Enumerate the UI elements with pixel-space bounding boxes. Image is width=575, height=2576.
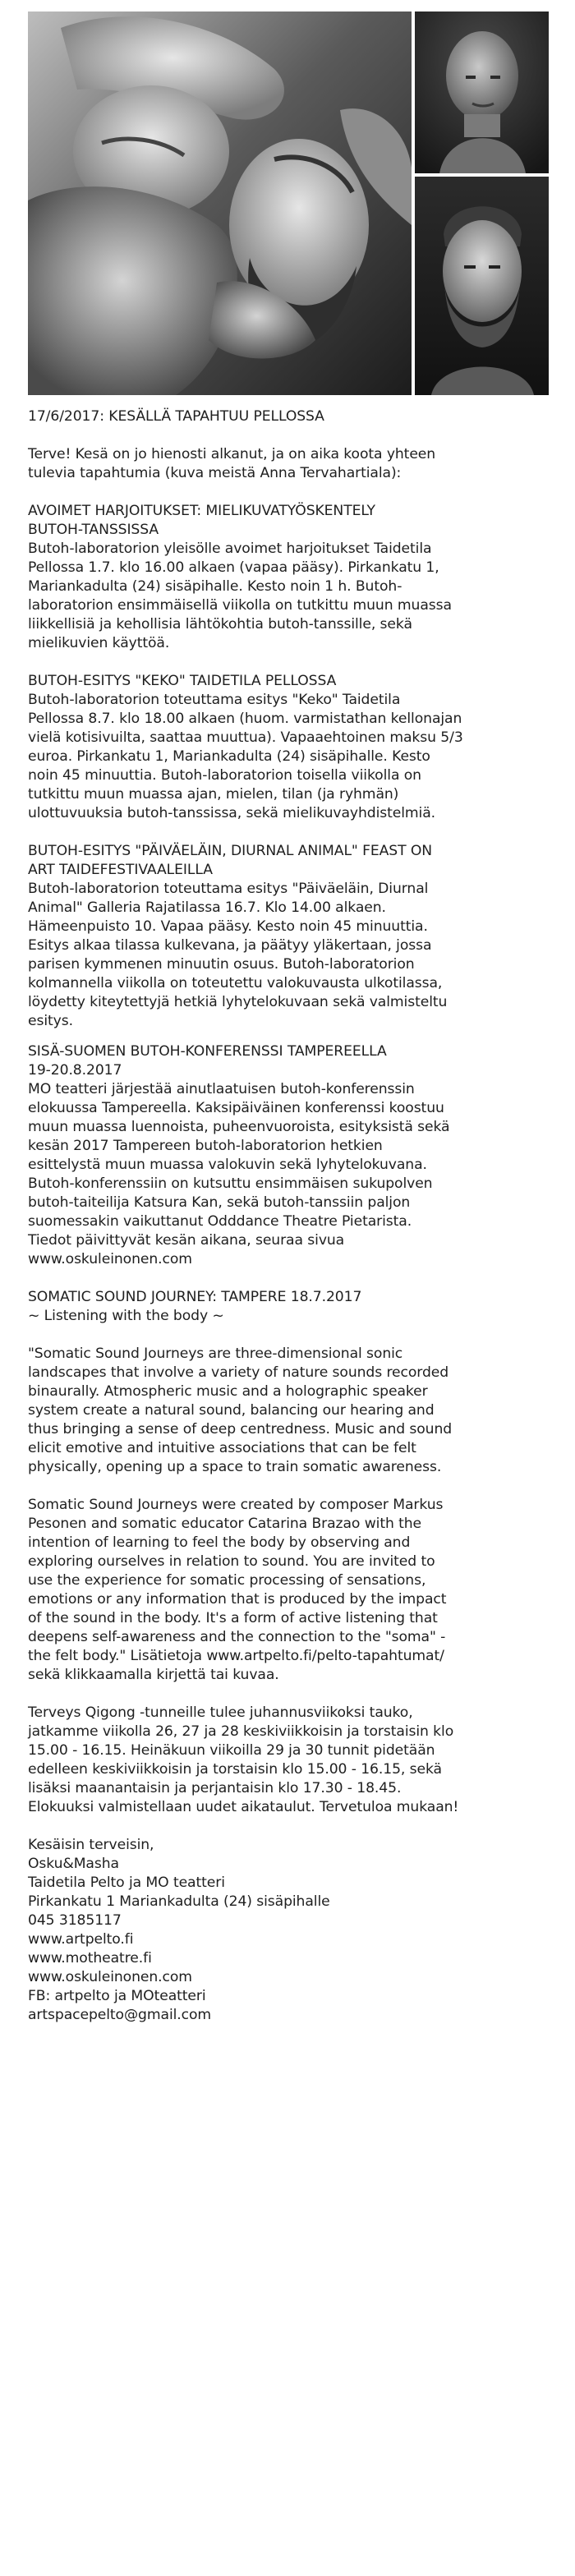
section-somatic-sound-description: "Somatic Sound Journeys are three-dimensional sonic landscapes that involve a variety of nature sounds recorded binaurally. Atmospheric music and a holographic speaker system create a natural sound, balancing our hearing and thus bringing a sense of deep centredness. Music and sound elicit emotive and intuitive associations that can be felt physically, opening up a space to train somatic awareness. xyxy=(28,1346,453,1475)
portrait-bearded-man-image xyxy=(415,177,549,395)
post-content xyxy=(28,407,549,2025)
section-butoh-conference: SISÄ-SUOMEN BUTOH-KONFERENSSI TAMPEREELLA 19-20.8.2017 MO teatteri järjestää ainutlaatuisen butoh-konferenssin elokuussa Tampereella. Kaksipäiväinen konferenssi koostuu muun muassa luennoista, puheenvuoroista, esityksistä sekä kesän 2017 Tampereen butoh-laboratorion hetkien esittelystä muun muassa valokuvin sekä lyhytelokuvana. Butoh-konferenssiin on kutsuttu ensimmäisen sukupolven butoh-taiteilija Katsura Kan, sekä butoh-tanssiin paljon suomessakin vaikuttanut Odddance Theatre Pietarista. Tiedot päivittyvät kesän aikana, seuraa sivua www.oskuleinonen.com xyxy=(28,1043,450,1267)
portrait-bald-man-image xyxy=(415,12,549,173)
section-somatic-sound-heading: SOMATIC SOUND JOURNEY: TAMPERE 18.7.2017 ~ Listening with the body ~ xyxy=(28,1289,362,1324)
signature-block: Kesäisin terveisin, Osku&Masha Taidetila Pelto ja MO teatteri Pirkankatu 1 Mariankadulta (24) sisäpihalle 045 3185117 www.artpelto.fi www.motheatre.fi www.oskuleinonen.com FB: artpelto ja MOteatteri artspacepelto@gmail.com xyxy=(28,1837,330,2023)
portrait-bald-man-photo[interactable] xyxy=(415,12,549,173)
section-diurnal-animal: BUTOH-ESITYS "PÄIVÄELÄIN, DIURNAL ANIMAL" FEAST ON ART TAIDEFESTIVAALEILLA Butoh-laboratorion toteuttama esitys "Päiväeläin, Diurnal Animal" Galleria Rajatilassa 16.7. Klo 14.00 alkaen. Hämeenpuisto 10. Vapaa pääsy. Kesto noin 45 minuuttia. Esitys alkaa tilassa kulkevana, ja päätyy yläkertaan, jossa parisen kymmenen minuutin osuus. Butoh-laboratorion kolmannella viikolla on toteutettu valokuvausta ulkotilassa, löydetty kiteytettyjä hetkiä lyhytelokuvaan sekä valmisteltu esitys. xyxy=(28,843,448,1029)
butoh-dancers-photo[interactable] xyxy=(28,12,412,395)
section-somatic-sound-creators: Somatic Sound Journeys were created by composer Markus Pesonen and somatic educator Catarina Brazao with the intention of learning to feel the body by observing and exploring ourselves in relation to sound. You are invited to use the experience for somatic processing of sensations, emotions or any information that is produced by the impact of the sound in the body. It's a form of active listening that deepens self-awareness and the connection to the "soma" - the felt body." Lisätietoja www.artpelto.fi/pelto-tapahtumat/ sekä klikkaamalla kirjettä tai kuvaa. xyxy=(28,1497,447,1683)
section-open-rehearsals: AVOIMET HARJOITUKSET: MIELIKUVATYÖSKENTELY BUTOH-TANSSISSA Butoh-laboratorion yleisölle avoimet harjoitukset Taidetila Pellossa 1.7. klo 16.00 alkaen (vapaa pääsy). Pirkankatu 1, Mariankadulta (24) sisäpihalle. Kesto noin 1 h. Butoh- laboratorion ensimmäisellä viikolla on tutkittu muun muassa liikkellisiä ja kehollisia lähtökohtia butoh-tanssille, sekä mielikuvien käyttöä. xyxy=(28,503,452,651)
portrait-bearded-man-photo[interactable] xyxy=(415,177,549,395)
photo-collage[interactable] xyxy=(28,12,549,395)
intro-paragraph: Terve! Kesä on jo hienosti alkanut, ja on aika koota yhteen tulevia tapahtumia (kuva meistä Anna Tervahartiala): xyxy=(28,446,436,481)
post-date-title: 17/6/2017: KESÄLLÄ TAPAHTUU PELLOSSA xyxy=(28,408,324,425)
section-keko-performance: BUTOH-ESITYS "KEKO" TAIDETILA PELLOSSA Butoh-laboratorion toteuttama esitys "Keko" Taidetila Pellossa 8.7. klo 18.00 alkaen (huom. varmistathan kellonajan vielä kotisivuilta, saattaa muuttua). Vapaaehtoinen maksu 5/3 euroa. Pirkankatu 1, Mariankadulta (24) sisäpihalle. Kesto noin 45 minuuttia. Butoh-laboratorion toisella viikolla on tutkittu muun muassa ajan, mielen, tilan (ja ryhmän) ulottuvuuksia butoh-tanssissa, sekä mielikuvayhdistelmiä. xyxy=(28,673,463,821)
qigong-schedule: Terveys Qigong -tunneille tulee juhannusviikoksi tauko, jatkamme viikolla 26, 27 ja 28 keskiviikkoisin ja torstaisin klo 15.00 - 16.15. Heinäkuun viikoilla 29 ja 30 tunnit pidetään edelleen keskiviikkoisin ja torstaisin klo 15.00 - 16.15, sekä lisäksi maanantaisin ja perjantaisin klo 17.30 - 18.45. Elokuuksi valmistellaan uudet aikataulut. Tervetuloa mukaan! xyxy=(28,1704,459,1815)
butoh-dancers-image xyxy=(28,12,412,395)
